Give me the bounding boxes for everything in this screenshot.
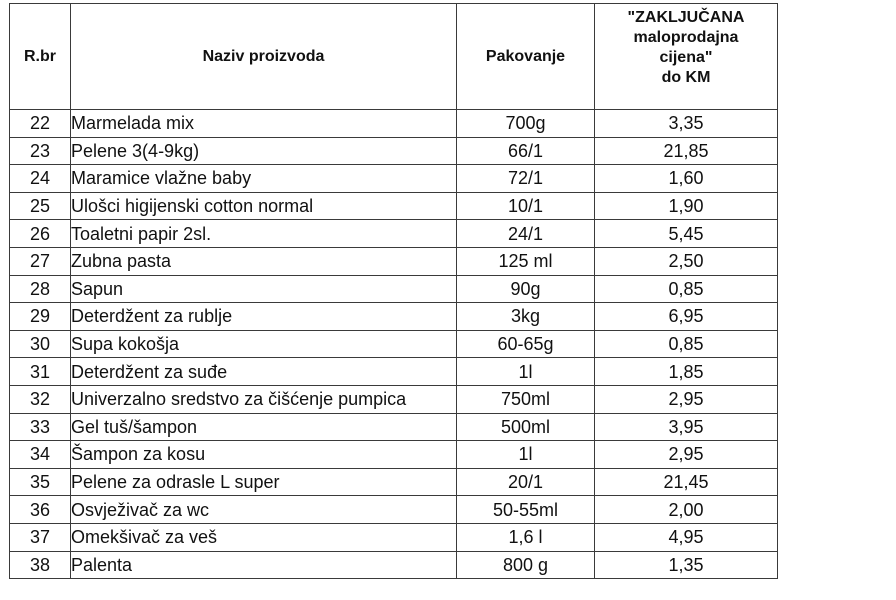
- product-name-cell: Toaletni papir 2sl.: [71, 220, 457, 248]
- price-cell: 2,95: [595, 385, 778, 413]
- table-row: [10, 441, 778, 469]
- product-name-cell: Osvježivač za wc: [71, 496, 457, 524]
- price-cell: 3,35: [595, 110, 778, 138]
- row-number-cell: 30: [10, 330, 71, 358]
- row-number-cell: 24: [10, 165, 71, 193]
- row-number-cell: 32: [10, 385, 71, 413]
- header-row: [10, 4, 778, 110]
- table-header: [10, 4, 778, 110]
- packaging-cell: 500ml: [457, 413, 595, 441]
- price-cell: 1,60: [595, 165, 778, 193]
- table-row: [10, 330, 778, 358]
- product-name-cell: Omekšivač za veš: [71, 523, 457, 551]
- row-number-cell: 25: [10, 192, 71, 220]
- price-cell: 0,85: [595, 275, 778, 303]
- table-row: [10, 358, 778, 386]
- table-row: [10, 192, 778, 220]
- price-cell: 1,90: [595, 192, 778, 220]
- row-number-cell: 37: [10, 523, 71, 551]
- packaging-cell: 10/1: [457, 192, 595, 220]
- table-row: [10, 275, 778, 303]
- row-number-cell: 33: [10, 413, 71, 441]
- table-row: [10, 220, 778, 248]
- product-name-cell: Zubna pasta: [71, 247, 457, 275]
- product-name-cell: Deterdžent za suđe: [71, 358, 457, 386]
- header-packaging: Pakovanje: [457, 4, 595, 110]
- price-cell: 1,85: [595, 358, 778, 386]
- price-cell: 0,85: [595, 330, 778, 358]
- header-locked-retail-price: "ZAKLJUČANA maloprodajna cijena" do KM: [595, 4, 778, 110]
- product-name-cell: Deterdžent za rublje: [71, 303, 457, 331]
- table-row: [10, 413, 778, 441]
- packaging-cell: 750ml: [457, 385, 595, 413]
- row-number-cell: 27: [10, 247, 71, 275]
- product-name-cell: Marmelada mix: [71, 110, 457, 138]
- table-body: [10, 110, 778, 579]
- row-number-cell: 29: [10, 303, 71, 331]
- table-row: [10, 523, 778, 551]
- row-number-cell: 23: [10, 137, 71, 165]
- row-number-cell: 35: [10, 468, 71, 496]
- row-number-cell: 22: [10, 110, 71, 138]
- table-row: [10, 468, 778, 496]
- price-cell: 4,95: [595, 523, 778, 551]
- table-row: [10, 551, 778, 579]
- product-name-cell: Šampon za kosu: [71, 441, 457, 469]
- price-cell: 21,85: [595, 137, 778, 165]
- packaging-cell: 3kg: [457, 303, 595, 331]
- price-cell: 1,35: [595, 551, 778, 579]
- row-number-cell: 34: [10, 441, 71, 469]
- packaging-cell: 800 g: [457, 551, 595, 579]
- product-name-cell: Univerzalno sredstvo za čišćenje pumpica: [71, 385, 457, 413]
- table-row: [10, 496, 778, 524]
- packaging-cell: 1,6 l: [457, 523, 595, 551]
- row-number-cell: 31: [10, 358, 71, 386]
- product-name-cell: Sapun: [71, 275, 457, 303]
- table-row: [10, 137, 778, 165]
- price-table: [9, 3, 778, 579]
- packaging-cell: 90g: [457, 275, 595, 303]
- price-cell: 5,45: [595, 220, 778, 248]
- packaging-cell: 1l: [457, 358, 595, 386]
- table-row: [10, 110, 778, 138]
- header-rbr: R.br: [10, 4, 71, 110]
- product-name-cell: Ulošci higijenski cotton normal: [71, 192, 457, 220]
- price-cell: 21,45: [595, 468, 778, 496]
- packaging-cell: 66/1: [457, 137, 595, 165]
- packaging-cell: 24/1: [457, 220, 595, 248]
- packaging-cell: 125 ml: [457, 247, 595, 275]
- row-number-cell: 26: [10, 220, 71, 248]
- row-number-cell: 36: [10, 496, 71, 524]
- packaging-cell: 1l: [457, 441, 595, 469]
- price-cell: 6,95: [595, 303, 778, 331]
- packaging-cell: 20/1: [457, 468, 595, 496]
- price-cell: 2,50: [595, 247, 778, 275]
- product-name-cell: Pelene 3(4-9kg): [71, 137, 457, 165]
- packaging-cell: 700g: [457, 110, 595, 138]
- row-number-cell: 38: [10, 551, 71, 579]
- product-name-cell: Maramice vlažne baby: [71, 165, 457, 193]
- product-name-cell: Pelene za odrasle L super: [71, 468, 457, 496]
- price-cell: 3,95: [595, 413, 778, 441]
- packaging-cell: 72/1: [457, 165, 595, 193]
- price-cell: 2,00: [595, 496, 778, 524]
- packaging-cell: 50-55ml: [457, 496, 595, 524]
- table-row: [10, 247, 778, 275]
- row-number-cell: 28: [10, 275, 71, 303]
- table-row: [10, 303, 778, 331]
- price-cell: 2,95: [595, 441, 778, 469]
- product-name-cell: Supa kokošja: [71, 330, 457, 358]
- table-row: [10, 385, 778, 413]
- product-name-cell: Palenta: [71, 551, 457, 579]
- packaging-cell: 60-65g: [457, 330, 595, 358]
- table-row: [10, 165, 778, 193]
- product-name-cell: Gel tuš/šampon: [71, 413, 457, 441]
- header-product-name: Naziv proizvoda: [71, 4, 457, 110]
